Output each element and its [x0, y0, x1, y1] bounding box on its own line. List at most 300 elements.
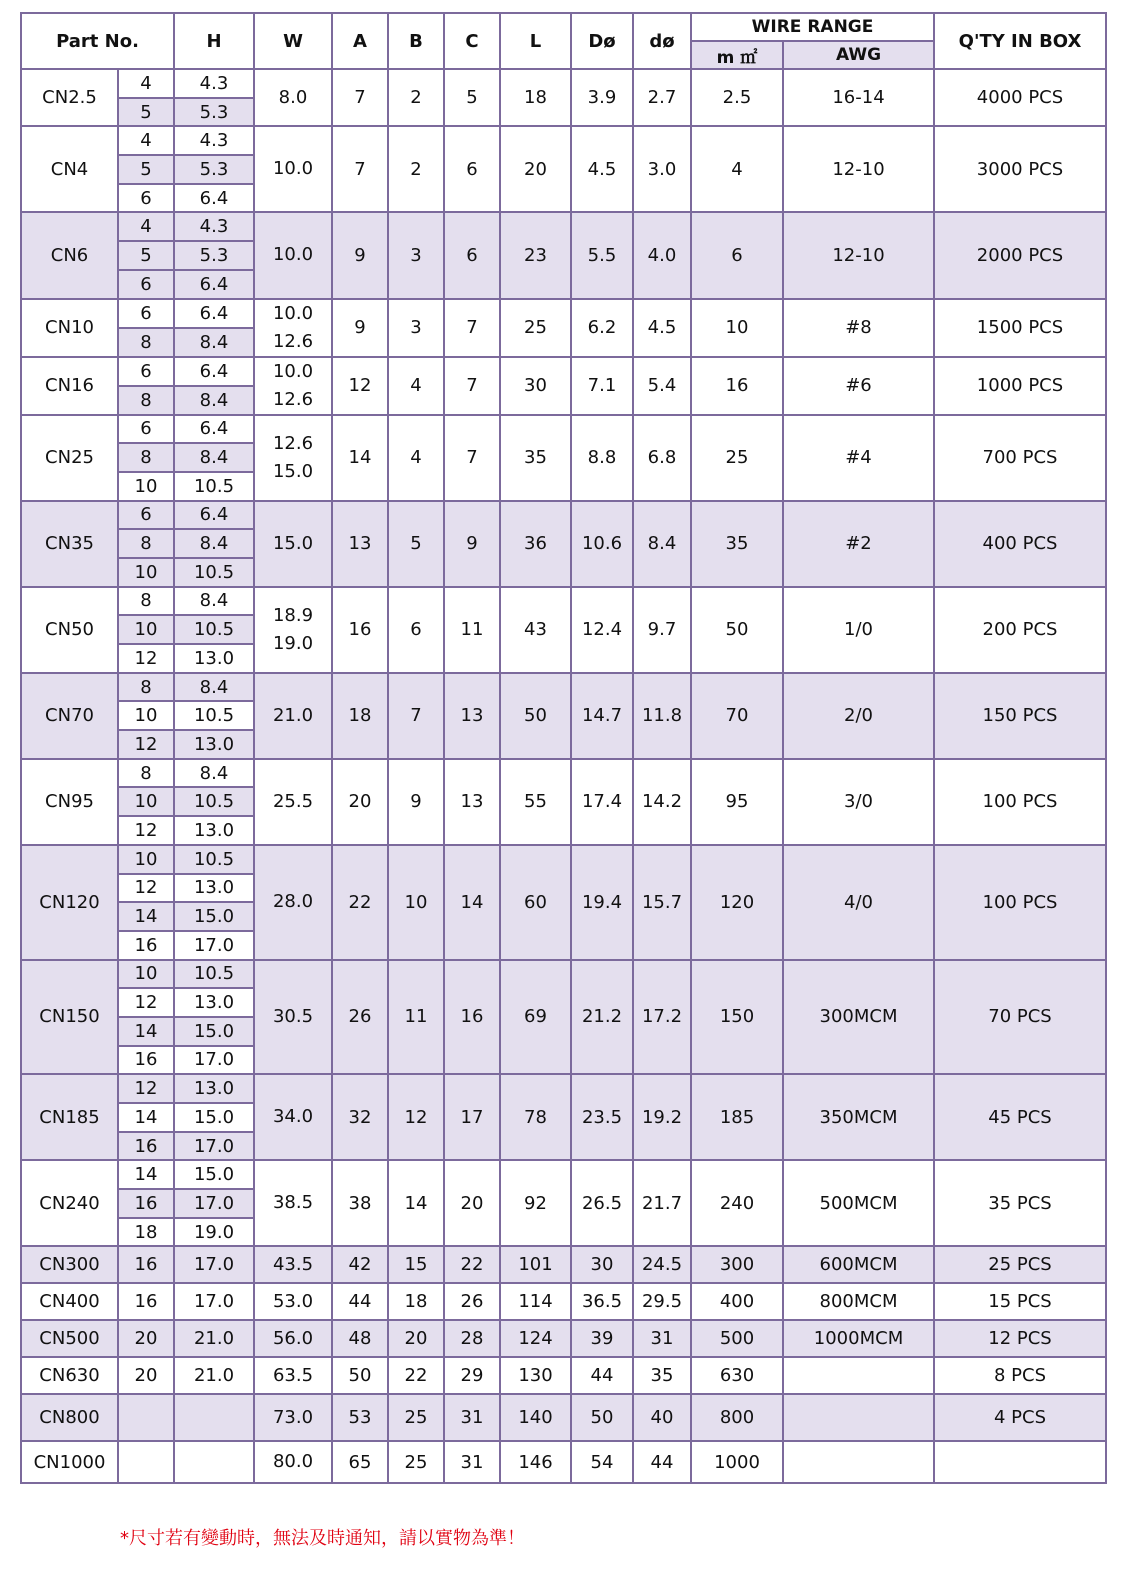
- dim-a: 9: [332, 212, 388, 298]
- dim-l: 78: [500, 1074, 571, 1160]
- header-wire-range: WIRE RANGE: [691, 13, 934, 41]
- dim-w: [254, 587, 332, 673]
- wire-mm2: 50: [691, 587, 783, 673]
- table-row: [21, 126, 1106, 155]
- dim-w: [254, 212, 332, 298]
- dim-l: 124: [500, 1320, 571, 1357]
- wire-mm2: 120: [691, 845, 783, 960]
- dim-a: 32: [332, 1074, 388, 1160]
- size-h: 8.4: [174, 443, 254, 472]
- table-row: [21, 1357, 1106, 1394]
- size-stud: 8: [118, 673, 174, 702]
- size-h: 10.5: [174, 472, 254, 501]
- dim-w-value: 12.6: [272, 388, 314, 410]
- size-h: 17.0: [174, 1046, 254, 1075]
- dim-d-big: 4.5: [571, 126, 633, 212]
- dim-a: 12: [332, 357, 388, 415]
- dim-c: 9: [444, 501, 500, 587]
- size-stud: 16: [118, 1246, 174, 1283]
- dim-d-small: 31: [633, 1320, 691, 1357]
- size-h: 8.4: [174, 759, 254, 788]
- part-number: CN35: [21, 501, 118, 587]
- spec-table: [20, 12, 1105, 1484]
- size-stud: 5: [118, 241, 174, 270]
- size-stud: 8: [118, 759, 174, 788]
- dim-w-value: 63.5: [272, 1364, 314, 1386]
- qty-in-box: 12 PCS: [934, 1320, 1106, 1357]
- dim-b: 9: [388, 759, 444, 845]
- dim-c: 7: [444, 415, 500, 501]
- size-stud: [118, 1441, 174, 1483]
- size-stud: 6: [118, 184, 174, 213]
- size-stud: 16: [118, 1189, 174, 1218]
- dim-d-big: 54: [571, 1441, 633, 1483]
- dim-a: 44: [332, 1283, 388, 1320]
- size-stud: 14: [118, 1017, 174, 1046]
- qty-in-box: 100 PCS: [934, 759, 1106, 845]
- size-h: 13.0: [174, 816, 254, 845]
- dim-b: 4: [388, 357, 444, 415]
- size-stud: 6: [118, 501, 174, 530]
- size-stud: 6: [118, 299, 174, 328]
- dim-l: 35: [500, 415, 571, 501]
- wire-awg: 1/0: [783, 587, 934, 673]
- qty-in-box: 400 PCS: [934, 501, 1106, 587]
- dim-a: 13: [332, 501, 388, 587]
- dim-d-big: 6.2: [571, 299, 633, 357]
- dim-l: 69: [500, 960, 571, 1075]
- size-h: 15.0: [174, 1017, 254, 1046]
- dim-l: 92: [500, 1160, 571, 1246]
- wire-awg: 600MCM: [783, 1246, 934, 1283]
- size-stud: 12: [118, 816, 174, 845]
- size-h: 10.5: [174, 960, 254, 989]
- dim-w-value: 8.0: [278, 86, 308, 108]
- wire-mm2: 6: [691, 212, 783, 298]
- dim-d-small: 4.5: [633, 299, 691, 357]
- dim-c: 5: [444, 69, 500, 126]
- part-number: CN300: [21, 1246, 118, 1283]
- wire-awg: 2/0: [783, 673, 934, 759]
- dim-d-small: 2.7: [633, 69, 691, 126]
- part-number: CN1000: [21, 1441, 118, 1483]
- dim-w: [254, 299, 332, 357]
- dim-d-small: 35: [633, 1357, 691, 1394]
- table-row: [21, 1283, 1106, 1320]
- size-stud: 8: [118, 386, 174, 415]
- table-row: [21, 69, 1106, 98]
- table-row: [21, 1074, 1106, 1103]
- dim-w-value: 12.6: [272, 330, 314, 352]
- dim-w-value: 56.0: [272, 1327, 314, 1349]
- table-row: [21, 415, 1106, 444]
- dim-a: 38: [332, 1160, 388, 1246]
- wire-awg: 4/0: [783, 845, 934, 960]
- dim-w: [254, 69, 332, 126]
- dim-d-small: 17.2: [633, 960, 691, 1075]
- dim-c: 16: [444, 960, 500, 1075]
- size-h: 13.0: [174, 644, 254, 673]
- dim-a: 7: [332, 69, 388, 126]
- size-stud: 10: [118, 845, 174, 874]
- wire-awg: [783, 1357, 934, 1394]
- header-b: B: [388, 13, 444, 69]
- size-stud: 16: [118, 1283, 174, 1320]
- size-h: [174, 1441, 254, 1483]
- dim-w-value: 15.0: [272, 460, 314, 482]
- table-row: [21, 1160, 1106, 1189]
- dim-l: 25: [500, 299, 571, 357]
- footnote: *尺寸若有變動時，無法及時通知，請以實物為準！: [120, 1528, 525, 1549]
- table-header: [21, 13, 1106, 69]
- size-h: 6.4: [174, 357, 254, 386]
- dim-a: 22: [332, 845, 388, 960]
- dim-b: 11: [388, 960, 444, 1075]
- dim-b: 3: [388, 299, 444, 357]
- dim-d-small: 29.5: [633, 1283, 691, 1320]
- dim-w-value: 15.0: [272, 532, 314, 554]
- qty-in-box: 4 PCS: [934, 1394, 1106, 1441]
- qty-in-box: 700 PCS: [934, 415, 1106, 501]
- dim-b: 22: [388, 1357, 444, 1394]
- dim-w-value: 80.0: [272, 1451, 314, 1473]
- wire-mm2: 1000: [691, 1441, 783, 1483]
- part-number: CN25: [21, 415, 118, 501]
- dim-d-big: 17.4: [571, 759, 633, 845]
- size-stud: 4: [118, 126, 174, 155]
- dim-d-big: 26.5: [571, 1160, 633, 1246]
- dim-w-value: 10.0: [272, 244, 314, 266]
- size-h: 8.4: [174, 587, 254, 616]
- dim-c: 17: [444, 1074, 500, 1160]
- wire-awg: #6: [783, 357, 934, 415]
- dim-w: [254, 1160, 332, 1246]
- table-row: [21, 212, 1106, 241]
- dim-w-value: 38.5: [272, 1192, 314, 1214]
- dim-d-big: 7.1: [571, 357, 633, 415]
- dim-b: 2: [388, 69, 444, 126]
- size-h: 17.0: [174, 1283, 254, 1320]
- part-number: CN240: [21, 1160, 118, 1246]
- table-row: [21, 1441, 1106, 1483]
- dim-w: [254, 960, 332, 1075]
- dim-a: 53: [332, 1394, 388, 1441]
- size-h: 15.0: [174, 1160, 254, 1189]
- wire-mm2: 300: [691, 1246, 783, 1283]
- dim-d-big: 8.8: [571, 415, 633, 501]
- header-d-small: dø: [633, 13, 691, 69]
- dim-w: [254, 759, 332, 845]
- dim-c: 13: [444, 759, 500, 845]
- header-d-big: Dø: [571, 13, 633, 69]
- qty-in-box: 1000 PCS: [934, 357, 1106, 415]
- size-h: 21.0: [174, 1357, 254, 1394]
- dim-d-big: 14.7: [571, 673, 633, 759]
- dim-l: 101: [500, 1246, 571, 1283]
- size-stud: 8: [118, 529, 174, 558]
- wire-awg: #2: [783, 501, 934, 587]
- part-number: CN70: [21, 673, 118, 759]
- dim-l: 20: [500, 126, 571, 212]
- dim-a: 48: [332, 1320, 388, 1357]
- size-h: 6.4: [174, 270, 254, 299]
- dim-w-value: 10.0: [272, 360, 314, 382]
- part-number: CN120: [21, 845, 118, 960]
- dim-d-big: 50: [571, 1394, 633, 1441]
- dim-l: 114: [500, 1283, 571, 1320]
- size-stud: 14: [118, 902, 174, 931]
- size-h: 17.0: [174, 1246, 254, 1283]
- size-h: 6.4: [174, 501, 254, 530]
- wire-mm2: 185: [691, 1074, 783, 1160]
- dim-b: 2: [388, 126, 444, 212]
- qty-in-box: 8 PCS: [934, 1357, 1106, 1394]
- dim-w-value: 25.5: [272, 790, 314, 812]
- dim-a: 20: [332, 759, 388, 845]
- dim-l: 23: [500, 212, 571, 298]
- qty-in-box: 200 PCS: [934, 587, 1106, 673]
- dim-d-small: 24.5: [633, 1246, 691, 1283]
- size-h: 8.4: [174, 673, 254, 702]
- dim-w-value: 34.0: [272, 1106, 314, 1128]
- wire-awg: [783, 1441, 934, 1483]
- size-h: 8.4: [174, 386, 254, 415]
- header-awg: AWG: [783, 41, 934, 69]
- dim-b: 25: [388, 1394, 444, 1441]
- size-stud: 20: [118, 1357, 174, 1394]
- header-h: H: [174, 13, 254, 69]
- dim-l: 130: [500, 1357, 571, 1394]
- part-number: CN400: [21, 1283, 118, 1320]
- wire-awg: 16-14: [783, 69, 934, 126]
- header-l: L: [500, 13, 571, 69]
- size-stud: 16: [118, 931, 174, 960]
- dim-w: [254, 1074, 332, 1160]
- size-h: 8.4: [174, 328, 254, 357]
- table-row: [21, 357, 1106, 386]
- wire-mm2: 400: [691, 1283, 783, 1320]
- dim-b: 7: [388, 673, 444, 759]
- size-h: 13.0: [174, 1074, 254, 1103]
- size-h: 10.5: [174, 701, 254, 730]
- dim-w: [254, 1246, 332, 1283]
- wire-awg: 350MCM: [783, 1074, 934, 1160]
- dim-a: 18: [332, 673, 388, 759]
- size-h: 5.3: [174, 241, 254, 270]
- table-row: [21, 960, 1106, 989]
- dim-c: 31: [444, 1441, 500, 1483]
- wire-mm2: 2.5: [691, 69, 783, 126]
- table-row: [21, 501, 1106, 530]
- dim-d-small: 44: [633, 1441, 691, 1483]
- qty-in-box: 3000 PCS: [934, 126, 1106, 212]
- part-number: CN6: [21, 212, 118, 298]
- dim-c: 20: [444, 1160, 500, 1246]
- dim-w: [254, 415, 332, 501]
- size-stud: 10: [118, 960, 174, 989]
- size-stud: 8: [118, 328, 174, 357]
- part-number: CN16: [21, 357, 118, 415]
- dim-w-value: 10.0: [272, 158, 314, 180]
- dim-d-small: 6.8: [633, 415, 691, 501]
- part-number: CN10: [21, 299, 118, 357]
- part-number: CN185: [21, 1074, 118, 1160]
- dim-d-big: 23.5: [571, 1074, 633, 1160]
- size-h: 10.5: [174, 558, 254, 587]
- dim-l: 36: [500, 501, 571, 587]
- dim-d-small: 9.7: [633, 587, 691, 673]
- dim-w-value: 18.9: [272, 604, 314, 626]
- dim-b: 5: [388, 501, 444, 587]
- dim-a: 50: [332, 1357, 388, 1394]
- size-h: 6.4: [174, 415, 254, 444]
- table-row: [21, 299, 1106, 328]
- dim-c: 13: [444, 673, 500, 759]
- dim-d-big: 12.4: [571, 587, 633, 673]
- dim-d-small: 5.4: [633, 357, 691, 415]
- size-stud: 10: [118, 558, 174, 587]
- size-h: 10.5: [174, 845, 254, 874]
- part-number: CN630: [21, 1357, 118, 1394]
- size-h: 17.0: [174, 1132, 254, 1161]
- wire-awg: 12-10: [783, 126, 934, 212]
- qty-in-box: 35 PCS: [934, 1160, 1106, 1246]
- qty-in-box: [934, 1441, 1106, 1483]
- dim-a: 16: [332, 587, 388, 673]
- size-h: 6.4: [174, 299, 254, 328]
- dim-w-value: 21.0: [272, 704, 314, 726]
- dim-d-small: 19.2: [633, 1074, 691, 1160]
- wire-awg: 1000MCM: [783, 1320, 934, 1357]
- qty-in-box: 2000 PCS: [934, 212, 1106, 298]
- wire-awg: #4: [783, 415, 934, 501]
- dim-c: 29: [444, 1357, 500, 1394]
- header-w: W: [254, 13, 332, 69]
- dim-d-small: 21.7: [633, 1160, 691, 1246]
- dim-w: [254, 357, 332, 415]
- dim-w-value: 12.6: [272, 432, 314, 454]
- wire-mm2: 4: [691, 126, 783, 212]
- dim-w: [254, 673, 332, 759]
- header-c: C: [444, 13, 500, 69]
- dim-c: 11: [444, 587, 500, 673]
- dim-l: 140: [500, 1394, 571, 1441]
- dim-c: 14: [444, 845, 500, 960]
- dim-a: 9: [332, 299, 388, 357]
- dim-w: [254, 1441, 332, 1483]
- size-h: 17.0: [174, 931, 254, 960]
- dim-d-small: 8.4: [633, 501, 691, 587]
- wire-mm2: 500: [691, 1320, 783, 1357]
- table-row: [21, 1394, 1106, 1441]
- size-stud: 4: [118, 69, 174, 98]
- size-stud: 12: [118, 730, 174, 759]
- dim-b: 14: [388, 1160, 444, 1246]
- wire-awg: 12-10: [783, 212, 934, 298]
- dim-w-value: 73.0: [272, 1406, 314, 1428]
- size-stud: 12: [118, 644, 174, 673]
- size-stud: 4: [118, 212, 174, 241]
- wire-mm2: 10: [691, 299, 783, 357]
- part-number: CN500: [21, 1320, 118, 1357]
- size-h: 15.0: [174, 1103, 254, 1132]
- wire-mm2: 95: [691, 759, 783, 845]
- dim-l: 60: [500, 845, 571, 960]
- wire-mm2: 16: [691, 357, 783, 415]
- size-h: 10.5: [174, 615, 254, 644]
- dim-c: 6: [444, 126, 500, 212]
- qty-in-box: 15 PCS: [934, 1283, 1106, 1320]
- wire-awg: #8: [783, 299, 934, 357]
- table-row: [21, 673, 1106, 702]
- dim-d-small: 11.8: [633, 673, 691, 759]
- dim-w: [254, 126, 332, 212]
- table-body: [21, 69, 1106, 1483]
- dim-d-big: 30: [571, 1246, 633, 1283]
- size-h: 13.0: [174, 988, 254, 1017]
- dim-w-value: 10.0: [272, 302, 314, 324]
- dim-b: 4: [388, 415, 444, 501]
- dim-l: 43: [500, 587, 571, 673]
- table-row: [21, 1246, 1106, 1283]
- size-stud: 5: [118, 155, 174, 184]
- size-h: 4.3: [174, 212, 254, 241]
- dim-a: 7: [332, 126, 388, 212]
- dim-l: 55: [500, 759, 571, 845]
- size-h: 4.3: [174, 69, 254, 98]
- dim-l: 146: [500, 1441, 571, 1483]
- dim-l: 30: [500, 357, 571, 415]
- dim-b: 6: [388, 587, 444, 673]
- dim-w: [254, 1357, 332, 1394]
- table-row: [21, 1320, 1106, 1357]
- dim-b: 20: [388, 1320, 444, 1357]
- table-row: [21, 587, 1106, 616]
- size-h: 19.0: [174, 1218, 254, 1247]
- dim-c: 28: [444, 1320, 500, 1357]
- size-stud: 6: [118, 415, 174, 444]
- table-row: [21, 759, 1106, 788]
- dim-a: 65: [332, 1441, 388, 1483]
- table-row: [21, 845, 1106, 874]
- size-h: 21.0: [174, 1320, 254, 1357]
- wire-awg: 500MCM: [783, 1160, 934, 1246]
- size-stud: 10: [118, 615, 174, 644]
- dim-d-big: 3.9: [571, 69, 633, 126]
- dim-d-big: 44: [571, 1357, 633, 1394]
- qty-in-box: 4000 PCS: [934, 69, 1106, 126]
- size-stud: 12: [118, 1074, 174, 1103]
- dim-a: 14: [332, 415, 388, 501]
- wire-awg: [783, 1394, 934, 1441]
- size-h: 13.0: [174, 874, 254, 903]
- qty-in-box: 25 PCS: [934, 1246, 1106, 1283]
- dim-d-small: 40: [633, 1394, 691, 1441]
- dim-w-value: 53.0: [272, 1290, 314, 1312]
- size-stud: 6: [118, 357, 174, 386]
- dim-w-value: 43.5: [272, 1253, 314, 1275]
- dim-b: 15: [388, 1246, 444, 1283]
- dim-d-big: 5.5: [571, 212, 633, 298]
- dim-c: 7: [444, 299, 500, 357]
- size-stud: [118, 1394, 174, 1441]
- size-h: 8.4: [174, 529, 254, 558]
- dim-w: [254, 845, 332, 960]
- wire-mm2: 630: [691, 1357, 783, 1394]
- dim-b: 25: [388, 1441, 444, 1483]
- dim-d-big: 39: [571, 1320, 633, 1357]
- size-stud: 6: [118, 270, 174, 299]
